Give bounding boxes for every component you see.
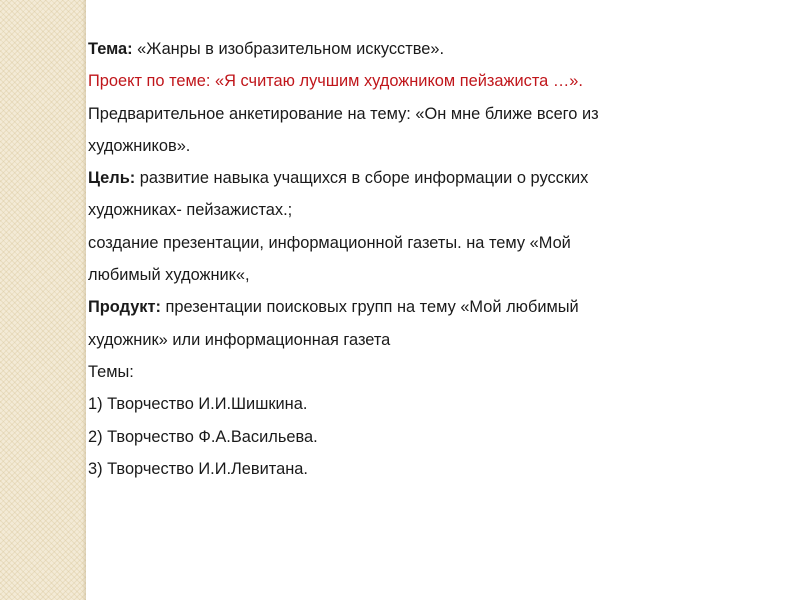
topic-item-1: 1) Творчество И.И.Шишкина.: [88, 395, 308, 414]
theme-line: [88, 33, 778, 65]
goal-line: [88, 162, 778, 194]
goal-text: развитие навыка учащихся в сборе информации о русских: [135, 169, 589, 188]
creation-line-1: создание презентации, информационной газеты. на тему «Мой: [88, 233, 571, 252]
product-text: презентации поисковых групп на тему «Мой любимый: [161, 298, 579, 317]
slide-content: [88, 33, 778, 485]
decorative-side-strip: [0, 0, 86, 600]
project-line: Проект по теме: «Я считаю лучшим художником пейзажиста …».: [88, 72, 583, 91]
survey-line-2: художников».: [88, 136, 191, 155]
goal-line-2: художниках- пейзажистах.;: [88, 201, 293, 220]
survey-line-1: Предварительное анкетирование на тему: «Он мне ближе всего из: [88, 104, 599, 123]
product-line-2: художник» или информационная газета: [88, 330, 391, 349]
topics-heading: Темы:: [88, 362, 134, 381]
topic-item-3: 3) Творчество И.И.Левитана.: [88, 459, 308, 478]
goal-label: Цель:: [88, 169, 136, 188]
product-label: Продукт:: [88, 298, 161, 317]
theme-text: «Жанры в изобразительном искусстве».: [132, 40, 445, 58]
theme-label: Тема:: [88, 40, 133, 58]
product-line: [88, 291, 778, 323]
creation-line-2: любимый художник«,: [88, 266, 250, 285]
topic-item-2: 2) Творчество Ф.А.Васильева.: [88, 427, 318, 446]
